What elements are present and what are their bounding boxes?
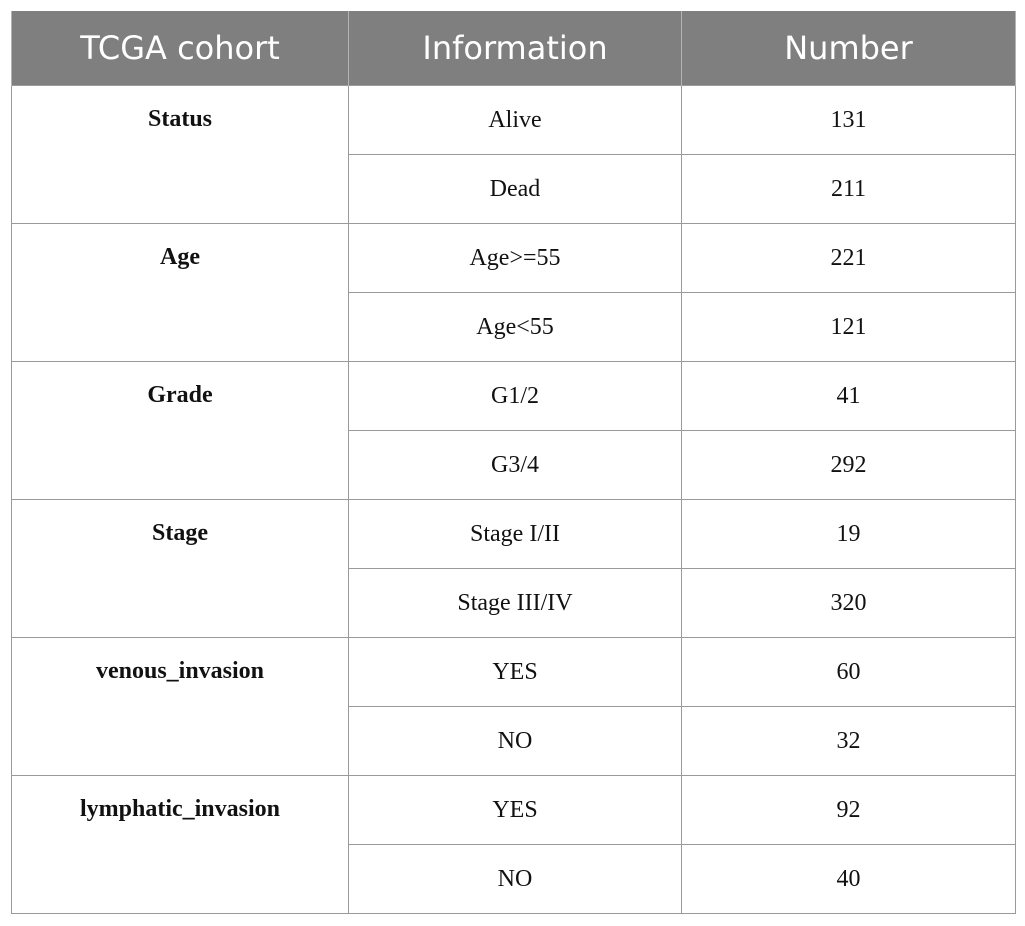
- number-cell: 19: [682, 500, 1016, 569]
- group-label-status: Status: [12, 86, 349, 224]
- table-row: [12, 776, 1016, 845]
- table-row: [12, 362, 1016, 431]
- number-cell: 131: [682, 86, 1016, 155]
- table-row: [12, 638, 1016, 707]
- table-header: [12, 11, 1016, 86]
- number-cell: 221: [682, 224, 1016, 293]
- info-cell: G3/4: [349, 431, 682, 500]
- info-cell: Alive: [349, 86, 682, 155]
- info-cell: G1/2: [349, 362, 682, 431]
- header-row: [12, 11, 1016, 86]
- group-label-age: Age: [12, 224, 349, 362]
- header-number: Number: [682, 11, 1016, 86]
- info-cell: Age>=55: [349, 224, 682, 293]
- table-row: [12, 86, 1016, 155]
- number-cell: 41: [682, 362, 1016, 431]
- group-label-venous-invasion: venous_invasion: [12, 638, 349, 776]
- info-cell: Stage I/II: [349, 500, 682, 569]
- info-cell: YES: [349, 638, 682, 707]
- cohort-table: [11, 11, 1016, 914]
- group-label-stage: Stage: [12, 500, 349, 638]
- table-row: [12, 500, 1016, 569]
- number-cell: 211: [682, 155, 1016, 224]
- table-body: [12, 86, 1016, 914]
- info-cell: NO: [349, 845, 682, 914]
- info-cell: Stage III/IV: [349, 569, 682, 638]
- info-cell: Dead: [349, 155, 682, 224]
- number-cell: 292: [682, 431, 1016, 500]
- number-cell: 121: [682, 293, 1016, 362]
- number-cell: 40: [682, 845, 1016, 914]
- number-cell: 60: [682, 638, 1016, 707]
- info-cell: YES: [349, 776, 682, 845]
- number-cell: 32: [682, 707, 1016, 776]
- group-label-lymphatic-invasion: lymphatic_invasion: [12, 776, 349, 914]
- header-tcga-cohort: TCGA cohort: [12, 11, 349, 86]
- table-row: [12, 224, 1016, 293]
- info-cell: Age<55: [349, 293, 682, 362]
- number-cell: 92: [682, 776, 1016, 845]
- header-information: Information: [349, 11, 682, 86]
- number-cell: 320: [682, 569, 1016, 638]
- info-cell: NO: [349, 707, 682, 776]
- group-label-grade: Grade: [12, 362, 349, 500]
